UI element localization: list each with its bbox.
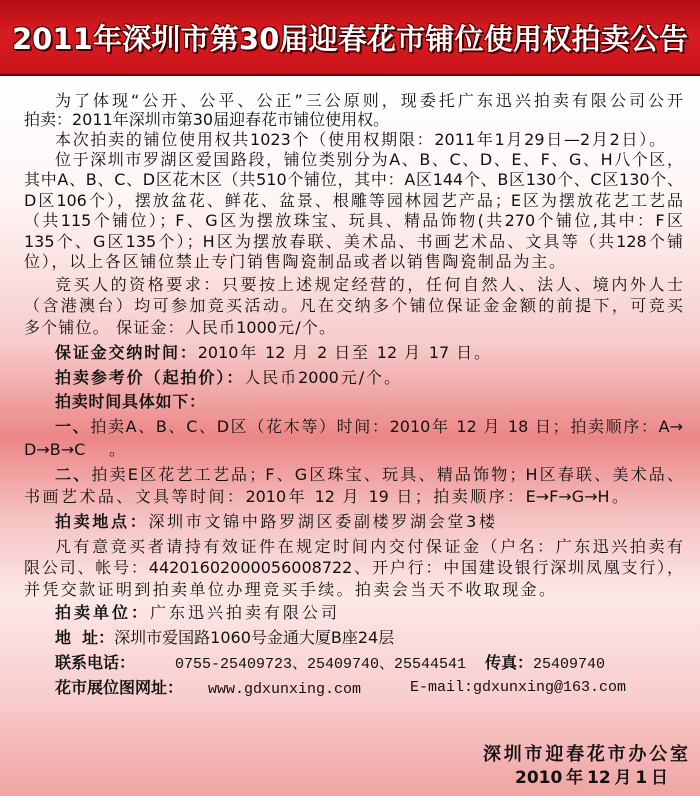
auctioneer-value: 广东迅兴拍卖有限公司 [150, 603, 337, 622]
fax-value: 25409740 [533, 656, 606, 673]
deposit-time-label: 保证金交纳时间： [55, 343, 198, 362]
deposit-time-line [55, 343, 490, 363]
location-line-6: 位），以上各区铺位禁止专门销售陶瓷制品或者以销售陶瓷制品为主。 [24, 252, 565, 271]
venue-line [55, 512, 495, 532]
address-value: 深圳市爱国路1060号金通大厦B座24层 [114, 628, 395, 647]
signature-office: 深圳市迎春花市办公室 [483, 744, 688, 765]
website-line [55, 678, 683, 698]
reserve-price-value: 人民币2000元/个。 [244, 368, 400, 387]
schedule-heading: 拍卖时间具体如下： [55, 392, 205, 411]
registration-line-3: 并凭交款证明到拍卖单位办理竞买手续。拍卖会当天不收取现金。 [24, 580, 555, 599]
schedule-first-line-1 [55, 417, 683, 437]
reserve-price-line [55, 368, 400, 388]
qualification-line-3: 多个铺位。 保证金：人民币1000元/个。 [24, 318, 335, 337]
website-value: www.gdxunxing.com [208, 681, 362, 698]
registration-line-2: 限公司、帐号：44201602000056008722、开户行：中国建设银行深圳凤凰支行）， [24, 558, 683, 577]
signature-date: 2010年12月1日 [515, 768, 668, 788]
fax-label: 传真： [485, 653, 534, 672]
qualification-line-2: （含港澳台）均可参加竞买活动。凡在交纳多个铺位保证金金额的前提下，可竞买 [24, 296, 683, 315]
reserve-price-label: 拍卖参考价（起拍价）： [55, 368, 245, 387]
auctioneer-label: 拍卖单位： [55, 603, 150, 622]
auctioneer-line [55, 603, 337, 623]
location-line-5: 135个、G区135个）；H区为摆放春联、美术品、书画艺术品、文具等（共128个铺 [24, 232, 683, 251]
schedule-second-line-1 [55, 465, 683, 485]
address-label: 地 址： [55, 628, 115, 647]
location-line-1: 位于深圳市罗湖区爱国路段，铺位类别分为A、B、C、D、E、F、G、H八个区， [55, 150, 683, 169]
schedule-first-label: 一、 [55, 417, 91, 436]
email-value: E-mail:gdxunxing@163.com [410, 679, 627, 696]
qualification-line-1: 竞买人的资格要求：只要按上述规定经营的，任何自然人、法人、境内外人士 [55, 275, 683, 294]
registration-line-1: 凡有意竞买者请持有效证件在规定时间内交付保证金（户名：广东迅兴拍卖有 [55, 537, 683, 556]
address-line [55, 628, 430, 648]
purpose-line-1: 为了体现“公开、公平、公正”三公原则，现委托广东迅兴拍卖有限公司公开 [55, 91, 683, 110]
venue-value: 深圳市文锦中路罗湖区委副楼罗湖会堂3楼 [148, 512, 495, 531]
website-label: 花市展位图网址： [55, 678, 184, 697]
schedule-second-label: 二、 [55, 465, 92, 484]
deposit-time-value: 2010年 12 月 2 日至 12 月 17 日。 [197, 343, 490, 362]
location-line-3: D区106个），摆放盆花、鲜花、盆景、根雕等园林园艺产品；E区为摆放花艺工艺品 [24, 191, 683, 210]
schedule-second-line-2: 书画艺术品、文具等时间：2010年 12 月 19 日；拍卖顺序：E→F→G→H。 [24, 487, 628, 506]
purpose-line-2: 拍卖：2011年深圳市第30届迎春花市铺位使用权。 [24, 110, 390, 129]
phone-value: 0755-25409723、25409740、25544541 [175, 656, 467, 673]
schedule-second-text: 拍卖E区花艺工艺品；F、G区珠宝、玩具、精品饰物；H区春联、美术品、 [91, 465, 683, 484]
phone-label: 联系电话： [55, 653, 136, 672]
schedule-first-line-2: D→B→C。 [24, 440, 125, 459]
quantity-line: 本次拍卖的铺位使用权共1023个（使用权期限：2011年1月29日—2月2日）。 [55, 130, 665, 149]
notice-title: 2011年深圳市第30届迎春花市铺位使用权拍卖公告 [12, 22, 688, 56]
location-line-2: 其中A、B、C、D区花木区（共510个铺位，其中：A区144个、B区130个、C区130个、 [24, 170, 683, 189]
schedule-first-text: 拍卖A、B、C、D区（花木等）时间：2010年 12 月 18 日；拍卖顺序：A→ [90, 417, 683, 436]
location-line-4: （共115个铺位）；F、G区为摆放珠宝、玩具、精品饰物(共270个铺位,其中：F区 [24, 211, 683, 230]
title-banner [0, 0, 700, 76]
venue-label: 拍卖地点： [55, 512, 149, 531]
fax-group [485, 653, 605, 675]
contact-line [55, 653, 683, 673]
